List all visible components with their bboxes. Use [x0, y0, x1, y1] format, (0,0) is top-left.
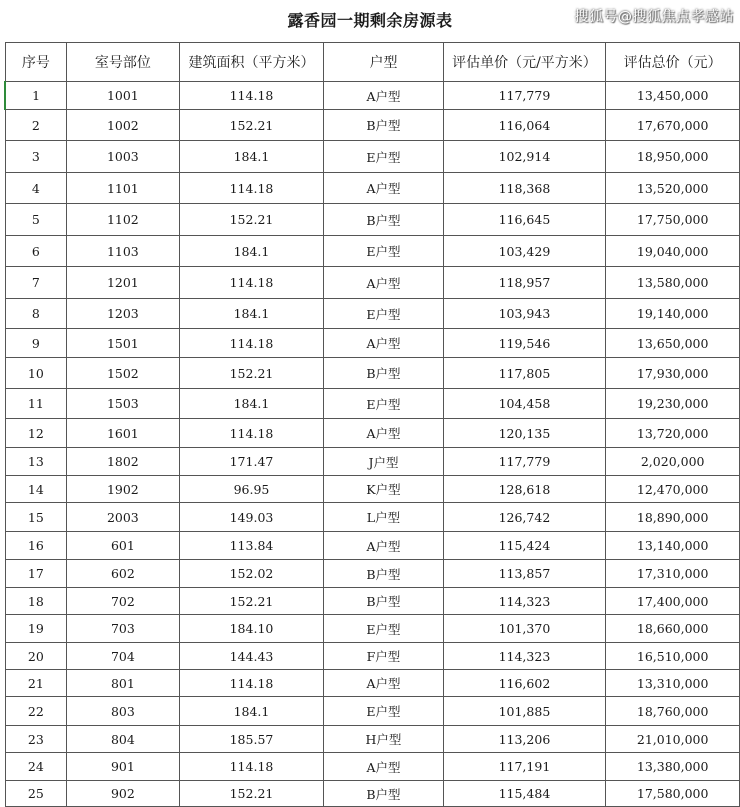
- cell-layout: J户型: [324, 448, 443, 476]
- cell-room: 901: [67, 753, 179, 781]
- cell-layout: E户型: [324, 236, 443, 267]
- table-row: [5, 110, 740, 141]
- cell-layout: B户型: [324, 110, 443, 141]
- cell-layout: A户型: [324, 173, 443, 204]
- cell-room: 1003: [67, 141, 179, 173]
- table-row: [5, 726, 740, 753]
- cell-index: 17: [5, 560, 67, 588]
- cell-unit-price: 101,885: [443, 697, 606, 726]
- cell-area: 171.47: [179, 448, 324, 476]
- cell-index: 19: [5, 615, 67, 643]
- cell-index: 1: [5, 82, 67, 110]
- cell-unit-price: 117,779: [443, 82, 606, 110]
- cell-index: 4: [5, 173, 67, 204]
- cell-room: 1601: [67, 419, 179, 448]
- header-room: 室号部位: [67, 43, 179, 82]
- cell-total-price: 13,140,000: [606, 532, 740, 560]
- cell-total-price: 13,380,000: [606, 753, 740, 781]
- cell-layout: K户型: [324, 476, 443, 503]
- cell-index: 20: [5, 643, 67, 670]
- cell-layout: B户型: [324, 358, 443, 389]
- cell-area: 113.84: [179, 532, 324, 560]
- cell-room: 702: [67, 588, 179, 615]
- cell-area: 149.03: [179, 503, 324, 532]
- cell-total-price: 12,470,000: [606, 476, 740, 503]
- cell-total-price: 16,510,000: [606, 643, 740, 670]
- cell-area: 114.18: [179, 329, 324, 358]
- cell-area: 144.43: [179, 643, 324, 670]
- table-row: [5, 670, 740, 697]
- cell-area: 114.18: [179, 267, 324, 299]
- table-row: [5, 82, 740, 110]
- cell-unit-price: 113,857: [443, 560, 606, 588]
- table-row: [5, 204, 740, 236]
- table-row: [5, 141, 740, 173]
- cell-total-price: 13,450,000: [606, 82, 740, 110]
- cell-unit-price: 117,805: [443, 358, 606, 389]
- cell-unit-price: 102,914: [443, 141, 606, 173]
- housing-table: [4, 42, 740, 807]
- cell-total-price: 19,230,000: [606, 389, 740, 419]
- table-row: [5, 173, 740, 204]
- cell-layout: E户型: [324, 697, 443, 726]
- cell-area: 114.18: [179, 173, 324, 204]
- header-row: [5, 43, 740, 82]
- cell-room: 1001: [67, 82, 179, 110]
- cell-room: 1102: [67, 204, 179, 236]
- cell-area: 152.21: [179, 204, 324, 236]
- cell-room: 1902: [67, 476, 179, 503]
- cell-room: 804: [67, 726, 179, 753]
- cell-total-price: 13,310,000: [606, 670, 740, 697]
- cell-index: 21: [5, 670, 67, 697]
- cell-unit-price: 128,618: [443, 476, 606, 503]
- cell-layout: A户型: [324, 532, 443, 560]
- cell-index: 2: [5, 110, 67, 141]
- cell-area: 152.02: [179, 560, 324, 588]
- cell-total-price: 18,890,000: [606, 503, 740, 532]
- cell-index: 24: [5, 753, 67, 781]
- table-row: [5, 532, 740, 560]
- cell-index: 23: [5, 726, 67, 753]
- cell-layout: H户型: [324, 726, 443, 753]
- table-row: [5, 236, 740, 267]
- cell-unit-price: 126,742: [443, 503, 606, 532]
- table-row: [5, 615, 740, 643]
- table-row: [5, 781, 740, 807]
- cell-total-price: 13,580,000: [606, 267, 740, 299]
- cell-index: 9: [5, 329, 67, 358]
- header-area: 建筑面积（平方米）: [179, 43, 324, 82]
- cell-layout: E户型: [324, 615, 443, 643]
- table-row: [5, 267, 740, 299]
- cell-area: 184.1: [179, 236, 324, 267]
- cell-area: 184.1: [179, 141, 324, 173]
- cell-area: 152.21: [179, 781, 324, 807]
- cell-room: 601: [67, 532, 179, 560]
- header-unit-price: 评估单价（元/平方米）: [443, 43, 606, 82]
- cell-layout: E户型: [324, 299, 443, 329]
- cell-area: 114.18: [179, 753, 324, 781]
- cell-area: 152.21: [179, 358, 324, 389]
- cell-unit-price: 116,645: [443, 204, 606, 236]
- cell-room: 1002: [67, 110, 179, 141]
- cell-area: 152.21: [179, 110, 324, 141]
- cell-total-price: 17,310,000: [606, 560, 740, 588]
- cell-layout: B户型: [324, 204, 443, 236]
- table-row: [5, 643, 740, 670]
- cell-area: 114.18: [179, 419, 324, 448]
- cell-unit-price: 117,779: [443, 448, 606, 476]
- cell-index: 22: [5, 697, 67, 726]
- table-title: 露香园一期剩余房源表: [287, 11, 453, 30]
- cell-index: 8: [5, 299, 67, 329]
- cell-total-price: 13,720,000: [606, 419, 740, 448]
- cell-unit-price: 116,602: [443, 670, 606, 697]
- cell-index: 16: [5, 532, 67, 560]
- table-row: [5, 588, 740, 615]
- cell-unit-price: 117,191: [443, 753, 606, 781]
- cell-index: 12: [5, 419, 67, 448]
- cell-total-price: 17,400,000: [606, 588, 740, 615]
- cell-layout: E户型: [324, 389, 443, 419]
- table-row: [5, 560, 740, 588]
- cell-layout: B户型: [324, 560, 443, 588]
- cell-area: 184.1: [179, 299, 324, 329]
- header-total-price: 评估总价（元）: [606, 43, 740, 82]
- cell-area: 114.18: [179, 82, 324, 110]
- cell-index: 15: [5, 503, 67, 532]
- cell-total-price: 17,670,000: [606, 110, 740, 141]
- cell-unit-price: 101,370: [443, 615, 606, 643]
- cell-index: 25: [5, 781, 67, 807]
- cell-unit-price: 114,323: [443, 588, 606, 615]
- cell-index: 6: [5, 236, 67, 267]
- cell-room: 801: [67, 670, 179, 697]
- cell-room: 1201: [67, 267, 179, 299]
- cell-unit-price: 103,429: [443, 236, 606, 267]
- cell-unit-price: 120,135: [443, 419, 606, 448]
- cell-room: 703: [67, 615, 179, 643]
- cell-index: 3: [5, 141, 67, 173]
- cell-room: 704: [67, 643, 179, 670]
- cell-index: 5: [5, 204, 67, 236]
- cell-layout: A户型: [324, 753, 443, 781]
- cell-area: 184.10: [179, 615, 324, 643]
- cell-room: 1103: [67, 236, 179, 267]
- cell-layout: L户型: [324, 503, 443, 532]
- cell-total-price: 13,650,000: [606, 329, 740, 358]
- cell-total-price: 18,950,000: [606, 141, 740, 173]
- table-row: [5, 389, 740, 419]
- cell-area: 114.18: [179, 670, 324, 697]
- cell-layout: F户型: [324, 643, 443, 670]
- table-row: [5, 753, 740, 781]
- cell-room: 1502: [67, 358, 179, 389]
- cell-layout: E户型: [324, 141, 443, 173]
- cell-room: 1101: [67, 173, 179, 204]
- cell-room: 902: [67, 781, 179, 807]
- table-row: [5, 299, 740, 329]
- cell-unit-price: 113,206: [443, 726, 606, 753]
- cell-index: 13: [5, 448, 67, 476]
- header-index: 序号: [5, 43, 67, 82]
- table-row: [5, 503, 740, 532]
- cell-layout: A户型: [324, 267, 443, 299]
- cell-room: 1203: [67, 299, 179, 329]
- cell-unit-price: 118,368: [443, 173, 606, 204]
- cell-area: 185.57: [179, 726, 324, 753]
- cell-room: 1503: [67, 389, 179, 419]
- cell-unit-price: 118,957: [443, 267, 606, 299]
- table-row: [5, 697, 740, 726]
- table-row: [5, 358, 740, 389]
- cell-layout: A户型: [324, 82, 443, 110]
- table-body: [5, 82, 740, 807]
- cell-total-price: 17,580,000: [606, 781, 740, 807]
- cell-index: 7: [5, 267, 67, 299]
- cell-index: 14: [5, 476, 67, 503]
- cell-unit-price: 114,323: [443, 643, 606, 670]
- cell-unit-price: 103,943: [443, 299, 606, 329]
- cell-total-price: 18,660,000: [606, 615, 740, 643]
- table-row: [5, 476, 740, 503]
- header-layout: 户型: [324, 43, 443, 82]
- cell-total-price: 17,930,000: [606, 358, 740, 389]
- cell-area: 184.1: [179, 389, 324, 419]
- cell-index: 11: [5, 389, 67, 419]
- cell-room: 1501: [67, 329, 179, 358]
- cell-room: 1802: [67, 448, 179, 476]
- cell-room: 2003: [67, 503, 179, 532]
- cell-total-price: 19,140,000: [606, 299, 740, 329]
- cell-total-price: 19,040,000: [606, 236, 740, 267]
- cell-layout: A户型: [324, 329, 443, 358]
- cell-index: 10: [5, 358, 67, 389]
- cell-total-price: 21,010,000: [606, 726, 740, 753]
- cell-area: 96.95: [179, 476, 324, 503]
- cell-total-price: 17,750,000: [606, 204, 740, 236]
- cell-unit-price: 104,458: [443, 389, 606, 419]
- cell-total-price: 18,760,000: [606, 697, 740, 726]
- table-row: [5, 448, 740, 476]
- cell-total-price: 2,020,000: [606, 448, 740, 476]
- table-row: [5, 419, 740, 448]
- cell-layout: A户型: [324, 670, 443, 697]
- cell-room: 602: [67, 560, 179, 588]
- cell-layout: B户型: [324, 588, 443, 615]
- cell-layout: B户型: [324, 781, 443, 807]
- cell-unit-price: 115,484: [443, 781, 606, 807]
- cell-unit-price: 115,424: [443, 532, 606, 560]
- cell-total-price: 13,520,000: [606, 173, 740, 204]
- cell-room: 803: [67, 697, 179, 726]
- cell-index: 18: [5, 588, 67, 615]
- watermark: 搜狐号@搜狐焦点孝感站: [574, 9, 734, 25]
- cell-unit-price: 119,546: [443, 329, 606, 358]
- table-row: [5, 329, 740, 358]
- cell-unit-price: 116,064: [443, 110, 606, 141]
- cell-area: 184.1: [179, 697, 324, 726]
- cell-layout: A户型: [324, 419, 443, 448]
- cell-area: 152.21: [179, 588, 324, 615]
